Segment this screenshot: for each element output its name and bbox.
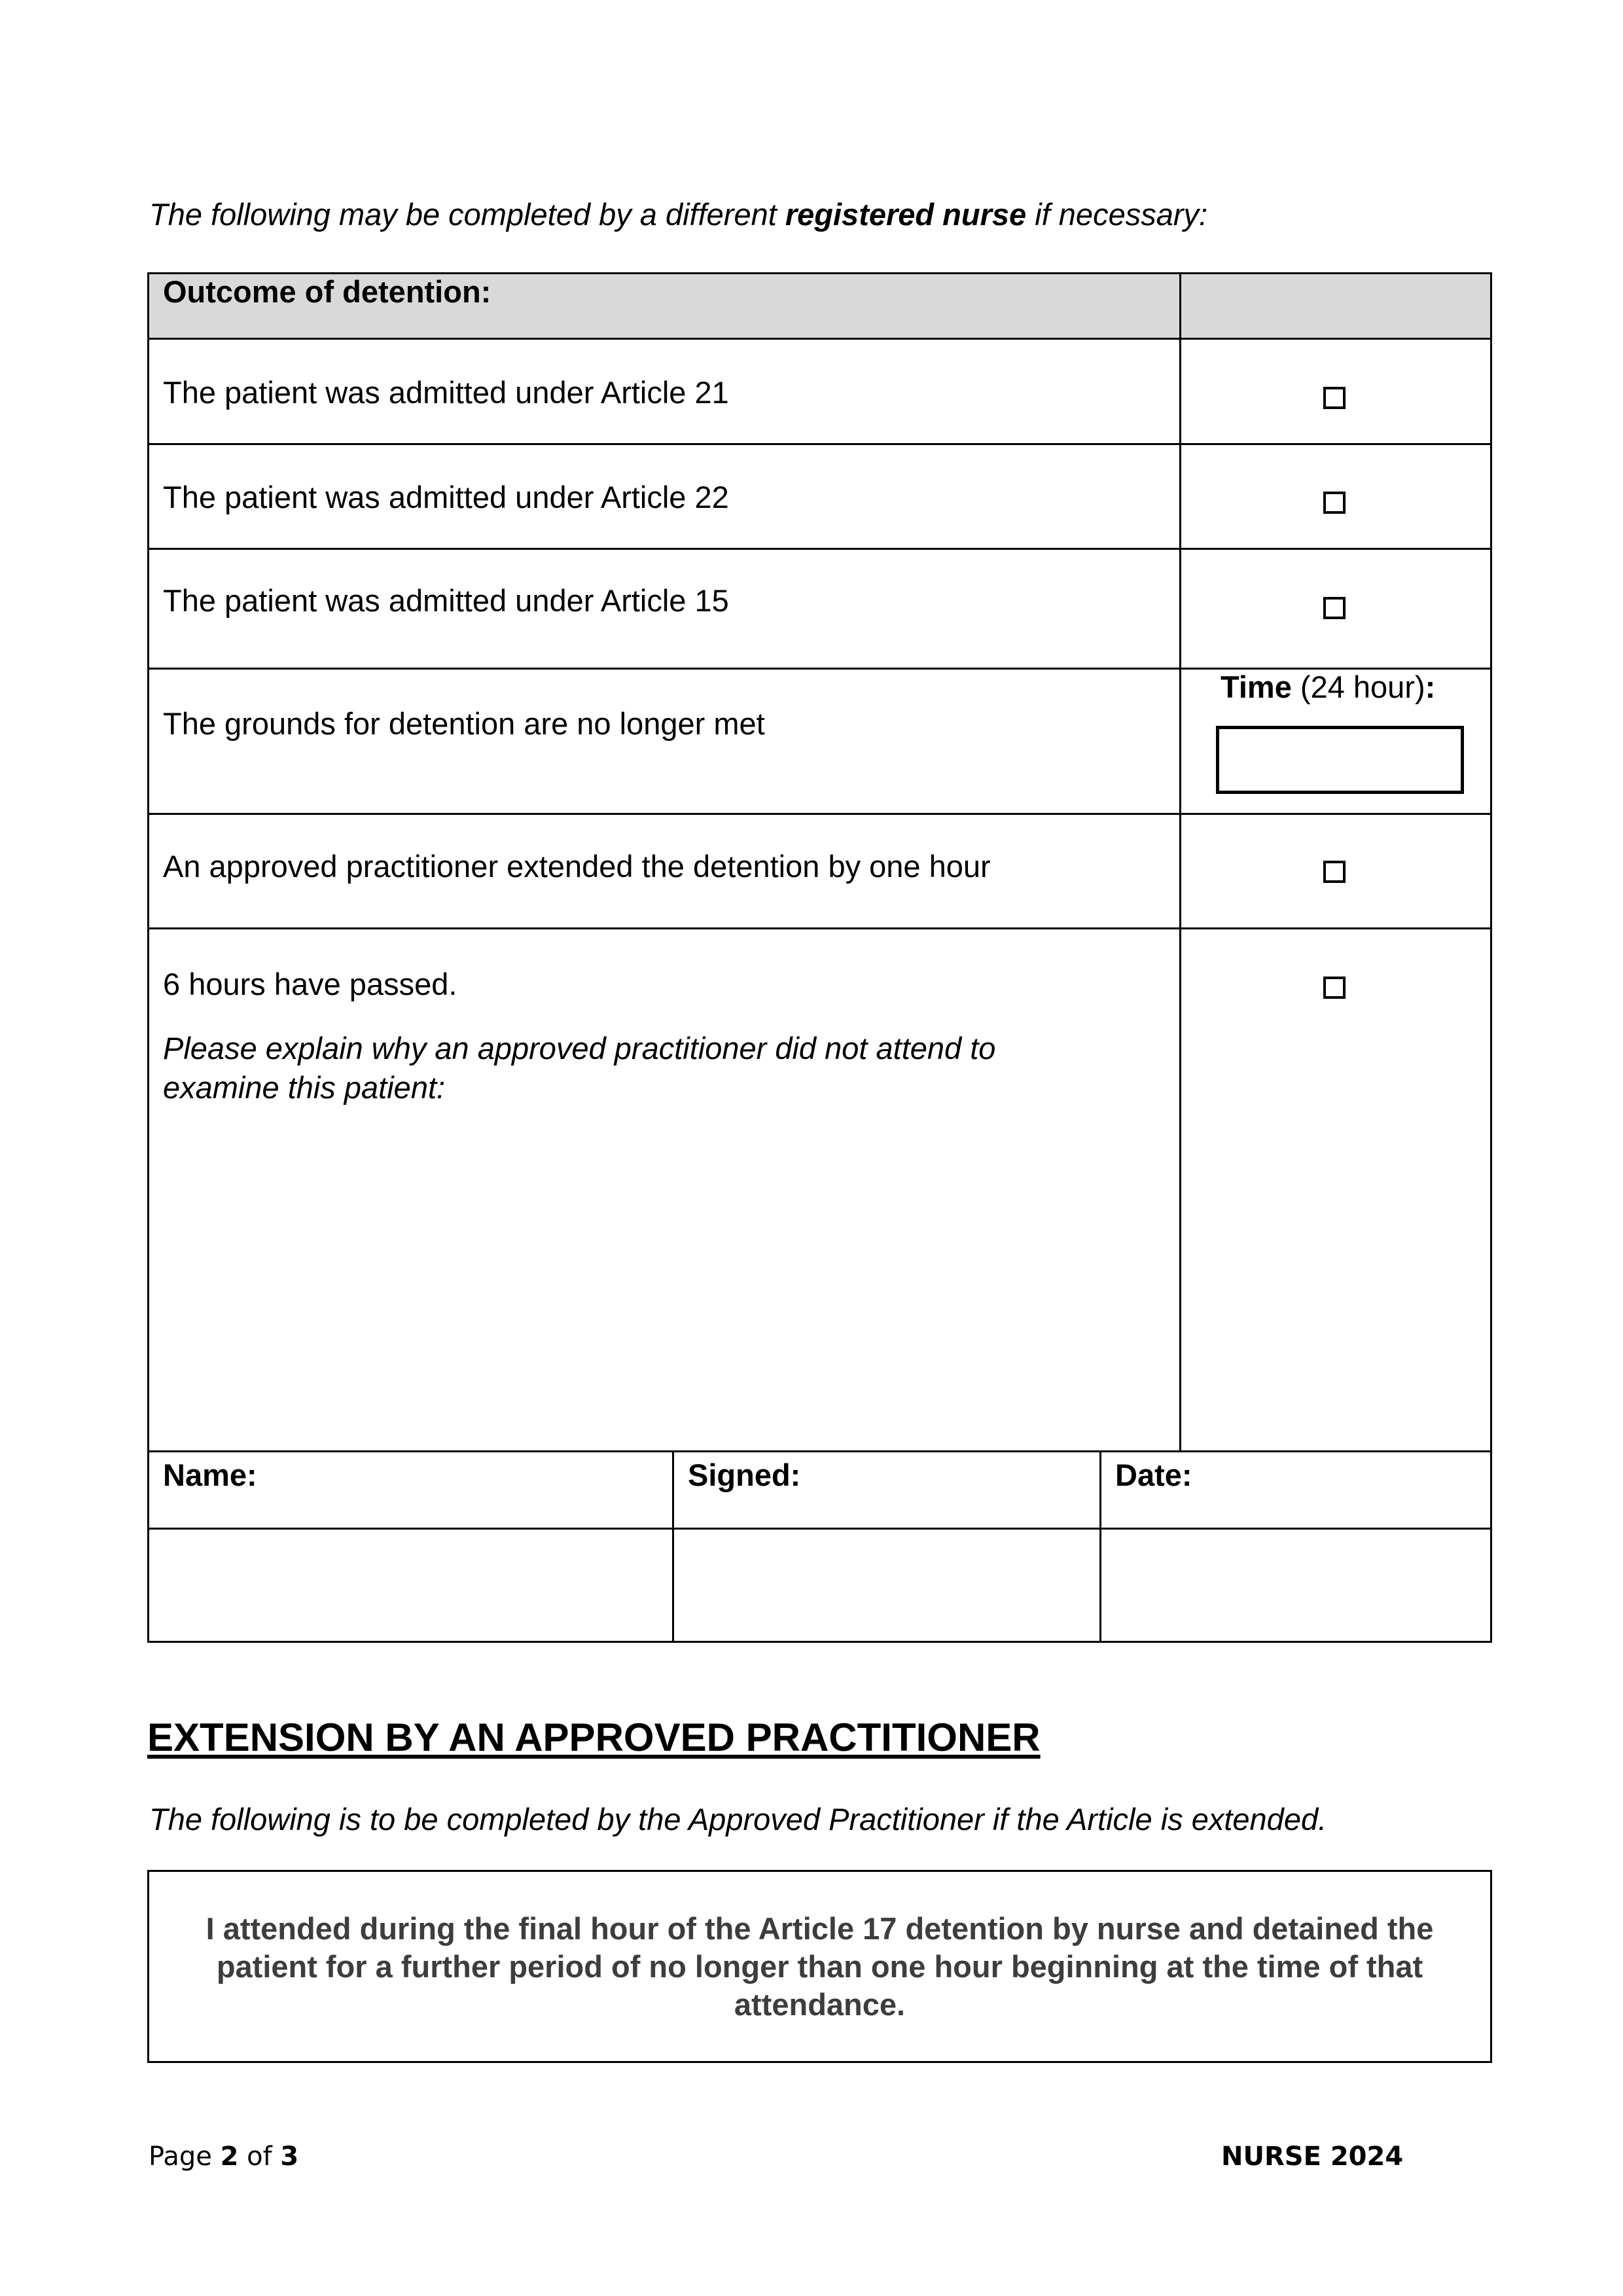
row-extended-label: An approved practitioner extended the detention by one hour xyxy=(163,849,991,884)
time-input-box[interactable] xyxy=(1216,726,1464,794)
declaration-text: I attended during the final hour of the Article 17 detention by nurse and detained the patient for a further period of no longer than one hour beginning at the time of that attendance. xyxy=(205,1910,1434,2022)
row-six-hours-label: 6 hours have passed. xyxy=(163,967,457,1001)
row-article-22-label: The patient was admitted under Article 22 xyxy=(163,480,729,514)
table-header-label: Outcome of detention: xyxy=(163,274,491,309)
time-label-colon: : xyxy=(1425,670,1436,704)
page-current: 2 xyxy=(220,2142,239,2172)
row-article-21-label: The patient was admitted under Article 21 xyxy=(163,375,729,410)
intro-prefix: The following may be completed by a different xyxy=(149,197,785,232)
signed-label: Signed: xyxy=(688,1458,801,1492)
time-label xyxy=(1221,669,1435,705)
six-hours-checkbox[interactable] xyxy=(1323,977,1346,999)
date-field[interactable] xyxy=(1101,1530,1490,1641)
outcome-table xyxy=(147,272,1492,1643)
intro-bold: registered nurse xyxy=(785,197,1027,232)
article-15-checkbox[interactable] xyxy=(1323,597,1346,619)
name-label: Name: xyxy=(163,1458,257,1492)
form-code: NURSE 2024 xyxy=(1221,2142,1404,2172)
extension-heading: EXTENSION BY AN APPROVED PRACTITIONER xyxy=(147,1715,1041,1759)
row-article-15-label: The patient was admitted under Article 15 xyxy=(163,583,729,618)
declaration-box xyxy=(147,1870,1492,2063)
signed-field[interactable] xyxy=(674,1530,1099,1641)
article-21-checkbox[interactable] xyxy=(1323,387,1346,409)
page-word: Page xyxy=(149,2142,221,2172)
page-number xyxy=(149,2142,298,2172)
date-label: Date: xyxy=(1115,1458,1192,1492)
extended-checkbox[interactable] xyxy=(1323,861,1346,883)
page-of: of xyxy=(238,2142,281,2172)
extension-intro: The following is to be completed by the Approved Practitioner if the Article is extended. xyxy=(149,1802,1327,1837)
page-total: 3 xyxy=(280,2142,299,2172)
time-label-rest: (24 hour) xyxy=(1291,670,1425,704)
time-label-bold: Time xyxy=(1221,670,1292,704)
article-22-checkbox[interactable] xyxy=(1323,492,1346,514)
six-hours-explanation-prompt: Please explain why an approved practitioner did not attend to examine this patient: xyxy=(163,1031,996,1105)
row-grounds-label: The grounds for detention are no longer met xyxy=(163,706,765,741)
intro-text xyxy=(149,196,1207,232)
name-field[interactable] xyxy=(149,1530,672,1641)
explanation-field[interactable] xyxy=(163,1117,1171,1444)
intro-suffix: if necessary: xyxy=(1026,197,1208,232)
